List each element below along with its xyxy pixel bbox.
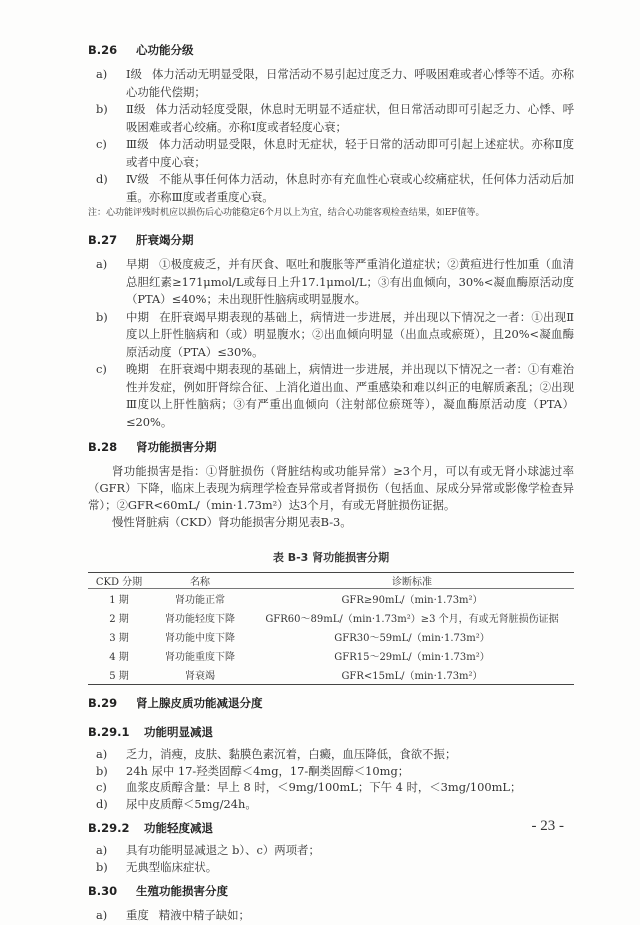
list-item: a) 乏力，消瘦，皮肤、黏膜色素沉着，白癜，血压降低，食欲不振； — [96, 747, 457, 761]
b30-list — [88, 907, 574, 925]
table-row: 5 期 肾衰竭 GFR<15mL/（min·1.73m²） — [88, 665, 574, 685]
list-item: a) Ⅰ级 体力活动无明显受限，日常活动不易引起过度乏力、呼吸困难或者心悸等不适。亦称心功能代偿期； — [96, 67, 574, 99]
list-item: c) 晚期 在肝衰竭中期表现的基础上，病情进一步进展，并出现以下情况之一者：①有难治性并发症，例如肝肾综合征、上消化道出血、严重感染和难以纠正的电解质紊乱；②出现Ⅲ度以上肝性脑病；③有严重出血倾向（注射部位瘀斑等），凝血酶原活动度（PTA）≤20%。 — [96, 362, 574, 429]
list-item: b) 无典型临床症状。 — [96, 859, 218, 874]
section-heading-b30: B.30 生殖功能损害分度 — [88, 884, 228, 898]
section-heading-b29: B.29 肾上腺皮质功能减退分度 — [88, 696, 263, 710]
paragraph: 慢性肾脏病（CKD）肾功能损害分期见表B-3。 — [112, 515, 352, 529]
b29-2-list — [88, 842, 574, 875]
table-caption: 表 B-3 肾功能损害分期 — [272, 551, 390, 564]
list-item: d) Ⅳ级 不能从事任何体力活动，休息时亦有充血性心衰或心绞痛症状，任何体力活动后加重。亦称Ⅲ度或者重度心衰。 — [96, 172, 574, 204]
section-heading-b29-1: B.29.1 功能明显减退 — [88, 725, 213, 739]
table-row: 1 期 肾功能正常 GFR≥90mL/（min·1.73m²） — [109, 595, 483, 606]
list-item: a) 具有功能明显减退之 b）、c）两项者； — [96, 843, 320, 857]
note: 注：心功能评残时机应以损伤后心功能稳定6个月以上为宜，结合心功能客观检查结果，如EF值等。 — [88, 208, 485, 218]
list-item: a) 早期 ①极度疲乏，并有厌食、呕吐和腹胀等严重消化道症状；②黄疸进行性加重（血清总胆红素≥171μmol/L或每日上升17.1μmol/L；③有出血倾向，30%<凝血酶原活动度（PTA）≤40%；未出现肝性脑病或明显腹水。 — [96, 257, 574, 306]
list-item: c) Ⅲ级 体力活动明显受限，休息时无症状，轻于日常的活动即可引起上述症状。亦称Ⅱ度或者中度心衰； — [96, 137, 574, 169]
section-heading-b27: B.27 肝衰竭分期 — [88, 233, 194, 247]
b27-list — [88, 256, 574, 431]
document-page — [88, 42, 574, 925]
table-row: 3 期 肾功能中度下降 GFR30～59mL/（min·1.73m²） — [109, 633, 490, 644]
table-row: 4 期 肾功能重度下降 GFR15～29mL/（min·1.73m²） — [109, 652, 490, 663]
section-heading-b29-2: B.29.2 功能轻度减退 — [88, 821, 213, 835]
page-number: - 23 - — [531, 818, 564, 834]
list-item: d) 尿中皮质醇＜5mg/24h。 — [96, 796, 257, 811]
table-row: 2 期 肾功能轻度下降 GFR60～89mL/（min·1.73m²）≥3 个月，有或无肾脏损伤证据 — [109, 614, 559, 625]
b29-1-list — [88, 746, 574, 812]
list-item: a) 重度 精液中精子缺如； — [96, 908, 250, 922]
paragraph: 肾功能损害是指：①肾脏损伤（肾脏结构或功能异常）≥3个月，可以有或无肾小球滤过率（GFR）下降，临床上表现为病理学检查异常或者肾损伤（包括血、尿成分异常或影像学检查异常）；②GFR<60mL/（min·1.73m²）达3个月，有或无肾脏损伤证据。 — [88, 464, 574, 512]
list-item: c) 血浆皮质醇含量：早上 8 时，＜9mg/100mL；下午 4 时，＜3mg/100mL； — [96, 780, 522, 794]
table-header-row: CKD 分期 名称 诊断标准 — [88, 573, 574, 589]
ckd-table — [88, 572, 574, 685]
b26-list — [88, 66, 574, 206]
list-item: b) 中期 在肝衰竭早期表现的基础上，病情进一步进展，并出现以下情况之一者：①出现Ⅱ度以上肝性脑病和（或）明显腹水；②出血倾向明显（出血点或瘀斑），且20%<凝血酶原活动度（PTA）≤30%。 — [96, 309, 574, 359]
section-heading-b26: B.26 心功能分级 — [88, 43, 194, 57]
list-item: b) Ⅱ级 体力活动轻度受限，休息时无明显不适症状，但日常活动即可引起乏力、心悸、呼吸困难或者心绞痛。亦称Ⅰ度或者轻度心衰； — [96, 102, 574, 134]
section-heading-b28: B.28 肾功能损害分期 — [88, 440, 217, 454]
list-item: b) 24h 尿中 17-羟类固醇＜4mg，17-酮类固醇＜10mg； — [96, 763, 410, 778]
